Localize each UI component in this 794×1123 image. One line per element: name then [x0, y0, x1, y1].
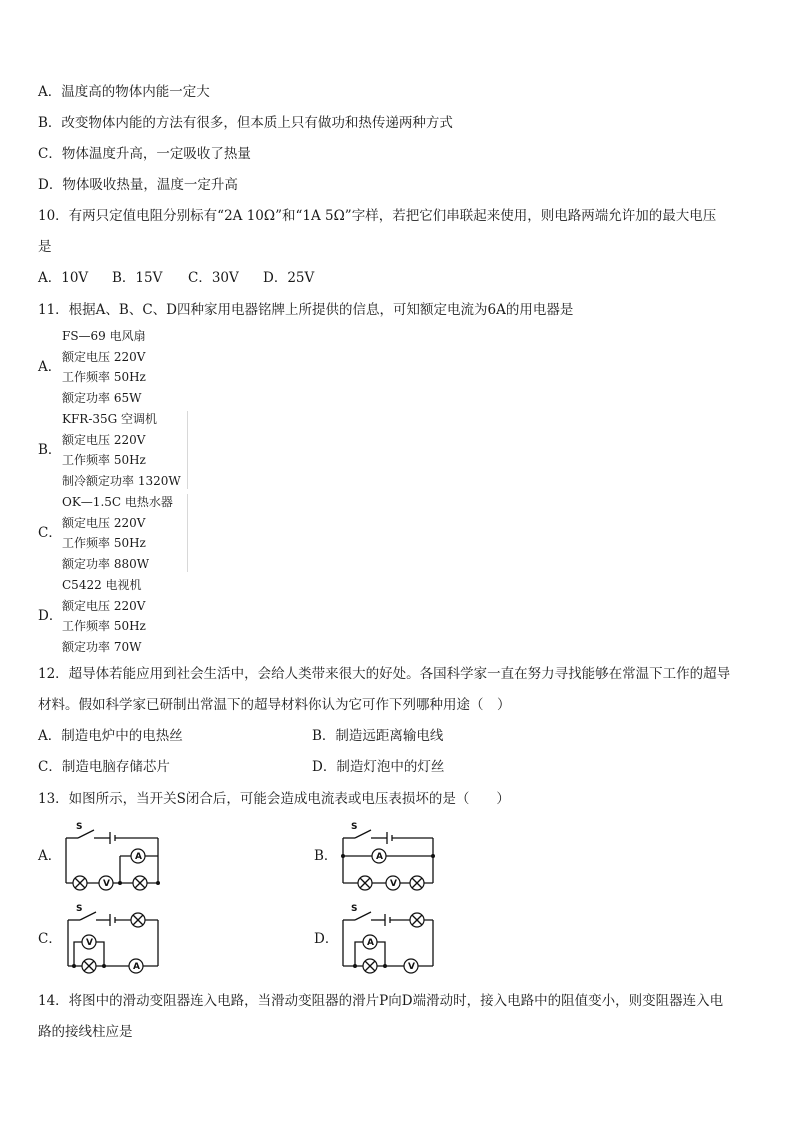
nameplate-line: 工作频率 50Hz: [62, 619, 146, 633]
q11-nameplate-c: [62, 492, 182, 574]
q12-stem-line2: 材料。假如科学家已研制出常温下的超导材料你认为它可作下列哪种用途（ ）: [38, 697, 511, 713]
q13-option-a-letter: A．: [38, 848, 62, 864]
svg-text:A: A: [367, 938, 374, 948]
q14-stem-line2: 路的接线柱应是: [38, 1024, 133, 1040]
svg-text:V: V: [103, 879, 110, 889]
svg-text:V: V: [86, 938, 93, 948]
q10-stem-line2: 是: [38, 239, 52, 255]
q13-circuit-d: [335, 900, 439, 976]
nameplate-line: KFR-35G 空调机: [62, 412, 158, 426]
switch-label: S: [76, 904, 83, 914]
svg-text:A: A: [133, 962, 140, 972]
q11-stem: 11．根据A、B、C、D四种家用电器铭牌上所提供的信息，可知额定电流为6A的用电器是: [38, 302, 574, 318]
q9-option-a: A．温度高的物体内能一定大: [38, 84, 210, 100]
nameplate-line: 额定功率 880W: [62, 556, 150, 571]
q9-option-c: C．物体温度升高，一定吸收了热量: [38, 146, 251, 162]
q13-option-c-letter: C．: [38, 931, 62, 947]
switch-label: S: [76, 822, 83, 832]
nameplate-line: 额定功率 65W: [62, 390, 142, 405]
q10-option-c: C．30V: [188, 270, 239, 286]
nameplate-line: 工作频率 50Hz: [62, 453, 146, 467]
nameplate-line: 额定电压 220V: [62, 432, 146, 447]
nameplate-border: [187, 494, 188, 572]
q13-stem: 13．如图所示，当开关S闭合后，可能会造成电流表或电压表损坏的是（ ）: [38, 791, 510, 807]
svg-text:A: A: [376, 852, 383, 862]
svg-text:V: V: [390, 879, 397, 889]
q12-option-a: A．制造电炉中的电热丝: [38, 728, 183, 744]
q13-option-b-letter: B．: [314, 848, 338, 864]
q10-option-b: B．15V: [112, 270, 163, 286]
q10-option-a: A．10V: [38, 270, 89, 286]
nameplate-line: 额定电压 220V: [62, 598, 146, 613]
q12-stem-line1: 12．超导体若能应用到社会生活中，会给人类带来很大的好处。各国科学家一直在努力寻找能够在常温下工作的超导: [38, 666, 731, 682]
q11-option-c-letter: C．: [38, 525, 62, 541]
nameplate-line: 额定功率 70W: [62, 639, 142, 654]
q11-nameplate-a: [62, 326, 182, 408]
q10-option-d: D．25V: [263, 270, 315, 286]
q11-option-b-letter: B．: [38, 442, 62, 458]
switch-label: S: [351, 904, 358, 914]
q13-circuit-c: [60, 900, 164, 976]
q11-option-d-letter: D．: [38, 608, 63, 624]
nameplate-line: FS—69 电风扇: [62, 329, 146, 343]
q11-option-a-letter: A．: [38, 359, 62, 375]
q11-nameplate-b: [62, 409, 182, 491]
q9-option-b: B．改变物体内能的方法有很多，但本质上只有做功和热传递两种方式: [38, 115, 453, 131]
nameplate-line: 工作频率 50Hz: [62, 370, 146, 384]
q14-stem-line1: 14．将图中的滑动变阻器连入电路，当滑动变阻器的滑片P向D端滑动时，接入电路中的阻值变小，则变阻器连入电: [38, 993, 724, 1009]
q10-stem-line1: 10．有两只定值电阻分别标有“2A 10Ω”和“1A 5Ω”字样，若把它们串联起来使用，则电路两端允许加的最大电压: [38, 208, 717, 224]
q13-circuit-b: [335, 818, 439, 894]
q9-option-d: D．物体吸收热量，温度一定升高: [38, 177, 238, 193]
nameplate-line: 制冷额定功率 1320W: [62, 473, 181, 488]
nameplate-line: 工作频率 50Hz: [62, 536, 146, 550]
svg-text:A: A: [135, 852, 142, 862]
nameplate-line: OK—1.5C 电热水器: [62, 495, 173, 509]
nameplate-line: 额定电压 220V: [62, 515, 146, 530]
q12-option-d: D．制造灯泡中的灯丝: [312, 759, 445, 775]
q13-circuit-a: [60, 818, 164, 894]
q12-option-b: B．制造远距离输电线: [312, 728, 444, 744]
q12-option-c: C．制造电脑存储芯片: [38, 759, 170, 775]
nameplate-border: [187, 411, 188, 489]
nameplate-line: 额定电压 220V: [62, 349, 146, 364]
switch-label: S: [351, 822, 358, 832]
q13-option-d-letter: D．: [314, 931, 339, 947]
nameplate-line: C5422 电视机: [62, 578, 142, 592]
svg-text:V: V: [408, 962, 415, 972]
q11-nameplate-d: [62, 575, 182, 657]
